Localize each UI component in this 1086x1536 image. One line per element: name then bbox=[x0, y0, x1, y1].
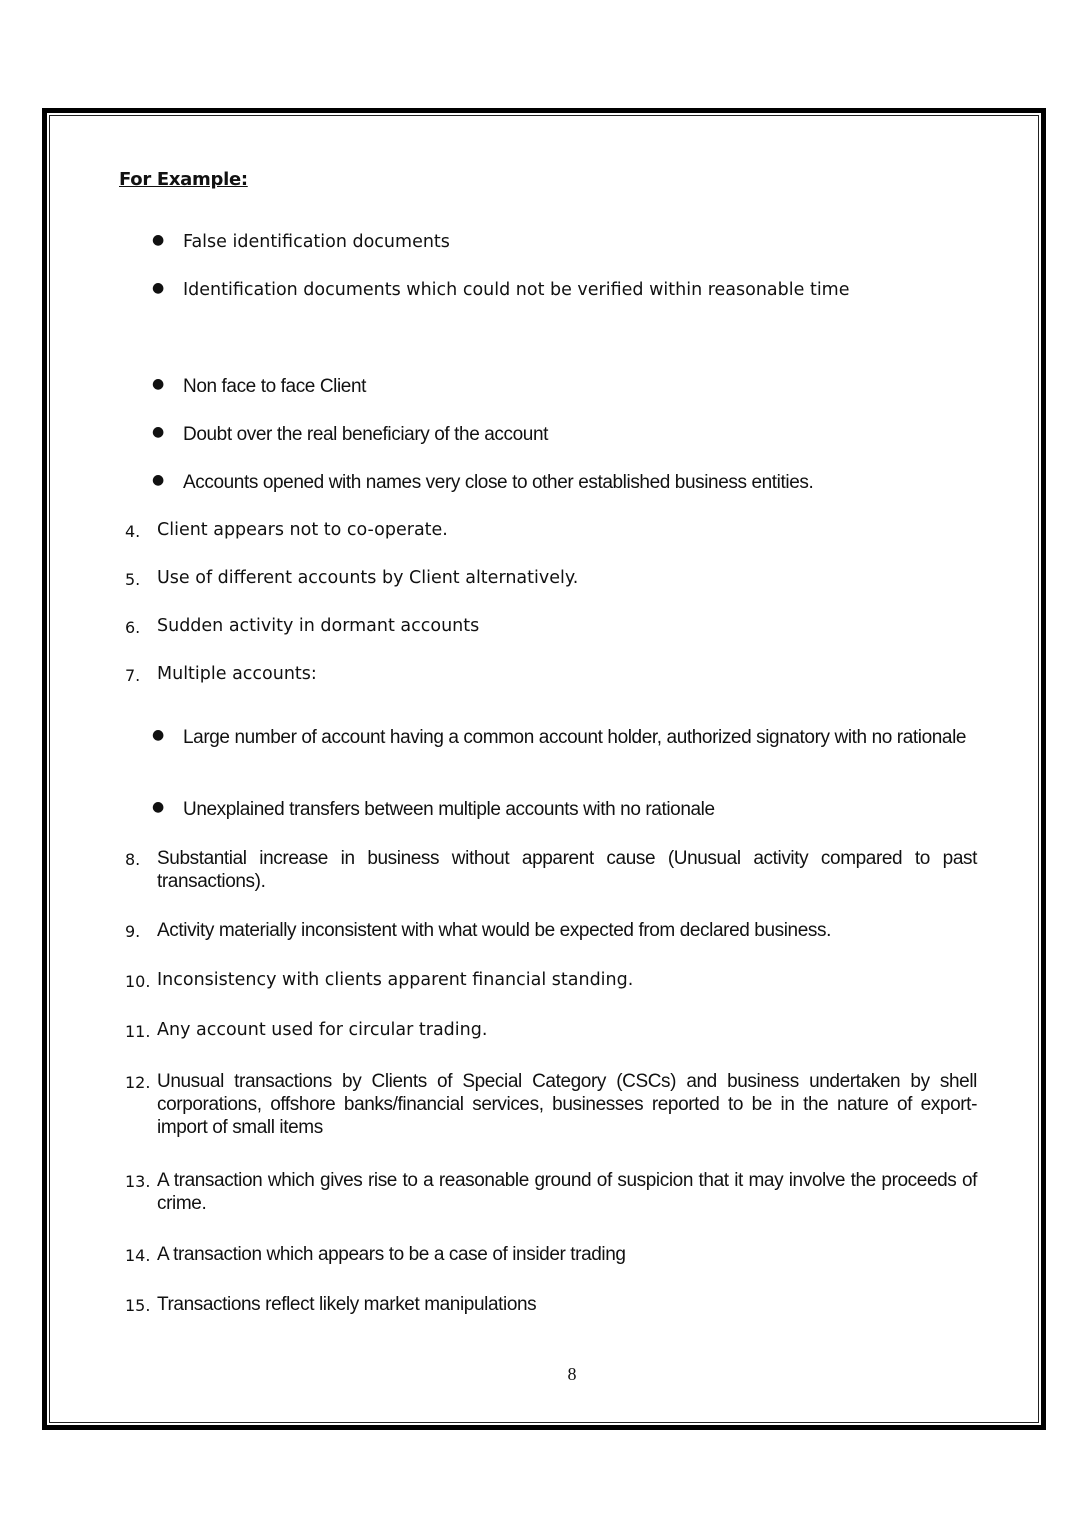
item-number: 13. bbox=[125, 1172, 151, 1191]
page-number: 8 bbox=[567, 1364, 577, 1384]
list-item-text: Identification documents which could not be verified within reasonable time bbox=[183, 280, 850, 300]
list-item-text: Unusual transactions by Clients of Special Category (CSCs) and business undertaken by shell corporations, offshore banks/financial services, businesses reported to be in the nature of export-import of small items bbox=[157, 1071, 977, 1138]
list-item-text: Sudden activity in dormant accounts bbox=[157, 616, 480, 636]
bullet-icon: ● bbox=[152, 280, 165, 296]
item-number: 10. bbox=[125, 972, 151, 991]
list-item-text: Non face to face Client bbox=[183, 376, 367, 397]
list-item-text: Substantial increase in business without apparent cause (Unusual activity compared to past transactions). bbox=[157, 848, 977, 892]
bullet-icon: ● bbox=[152, 376, 165, 392]
list-item-text: False identification documents bbox=[183, 232, 450, 252]
item-number: 14. bbox=[125, 1246, 151, 1265]
list-item-text: Doubt over the real beneficiary of the account bbox=[183, 424, 548, 445]
list-item-text: Activity materially inconsistent with what would be expected from declared business. bbox=[157, 920, 831, 941]
list-item-text: A transaction which appears to be a case of insider trading bbox=[157, 1244, 626, 1265]
list-item-text: Use of different accounts by Client alternatively. bbox=[157, 568, 579, 588]
list-item-text: Unexplained transfers between multiple accounts with no rationale bbox=[183, 799, 715, 820]
section-heading: For Example: bbox=[119, 169, 248, 190]
list-item-text: Multiple accounts: bbox=[157, 664, 317, 684]
list-item-text: Client appears not to co-operate. bbox=[157, 520, 448, 540]
page-border-inner bbox=[49, 115, 1039, 1423]
item-number: 5. bbox=[125, 570, 141, 589]
bullet-icon: ● bbox=[152, 727, 165, 743]
bullet-icon: ● bbox=[152, 232, 165, 248]
item-number: 7. bbox=[125, 666, 141, 685]
list-item-text: Accounts opened with names very close to other established business entities. bbox=[183, 472, 814, 493]
bullet-icon: ● bbox=[152, 424, 165, 440]
item-number: 11. bbox=[125, 1022, 151, 1041]
list-item-text: Inconsistency with clients apparent financial standing. bbox=[157, 970, 634, 990]
item-number: 9. bbox=[125, 922, 141, 941]
list-item-text: Large number of account having a common account holder, authorized signatory with no rationale bbox=[183, 727, 967, 748]
bullet-icon: ● bbox=[152, 472, 165, 488]
item-number: 6. bbox=[125, 618, 141, 637]
item-number: 15. bbox=[125, 1296, 151, 1315]
bullet-icon: ● bbox=[152, 799, 165, 815]
item-number: 8. bbox=[125, 850, 141, 869]
item-number: 4. bbox=[125, 522, 141, 541]
list-item-text: Transactions reflect likely market manipulations bbox=[157, 1294, 537, 1315]
list-item-text: Any account used for circular trading. bbox=[157, 1020, 488, 1040]
list-item-text: A transaction which gives rise to a reasonable ground of suspicion that it may involve the proceeds of crime. bbox=[157, 1170, 977, 1214]
item-number: 12. bbox=[125, 1073, 151, 1092]
